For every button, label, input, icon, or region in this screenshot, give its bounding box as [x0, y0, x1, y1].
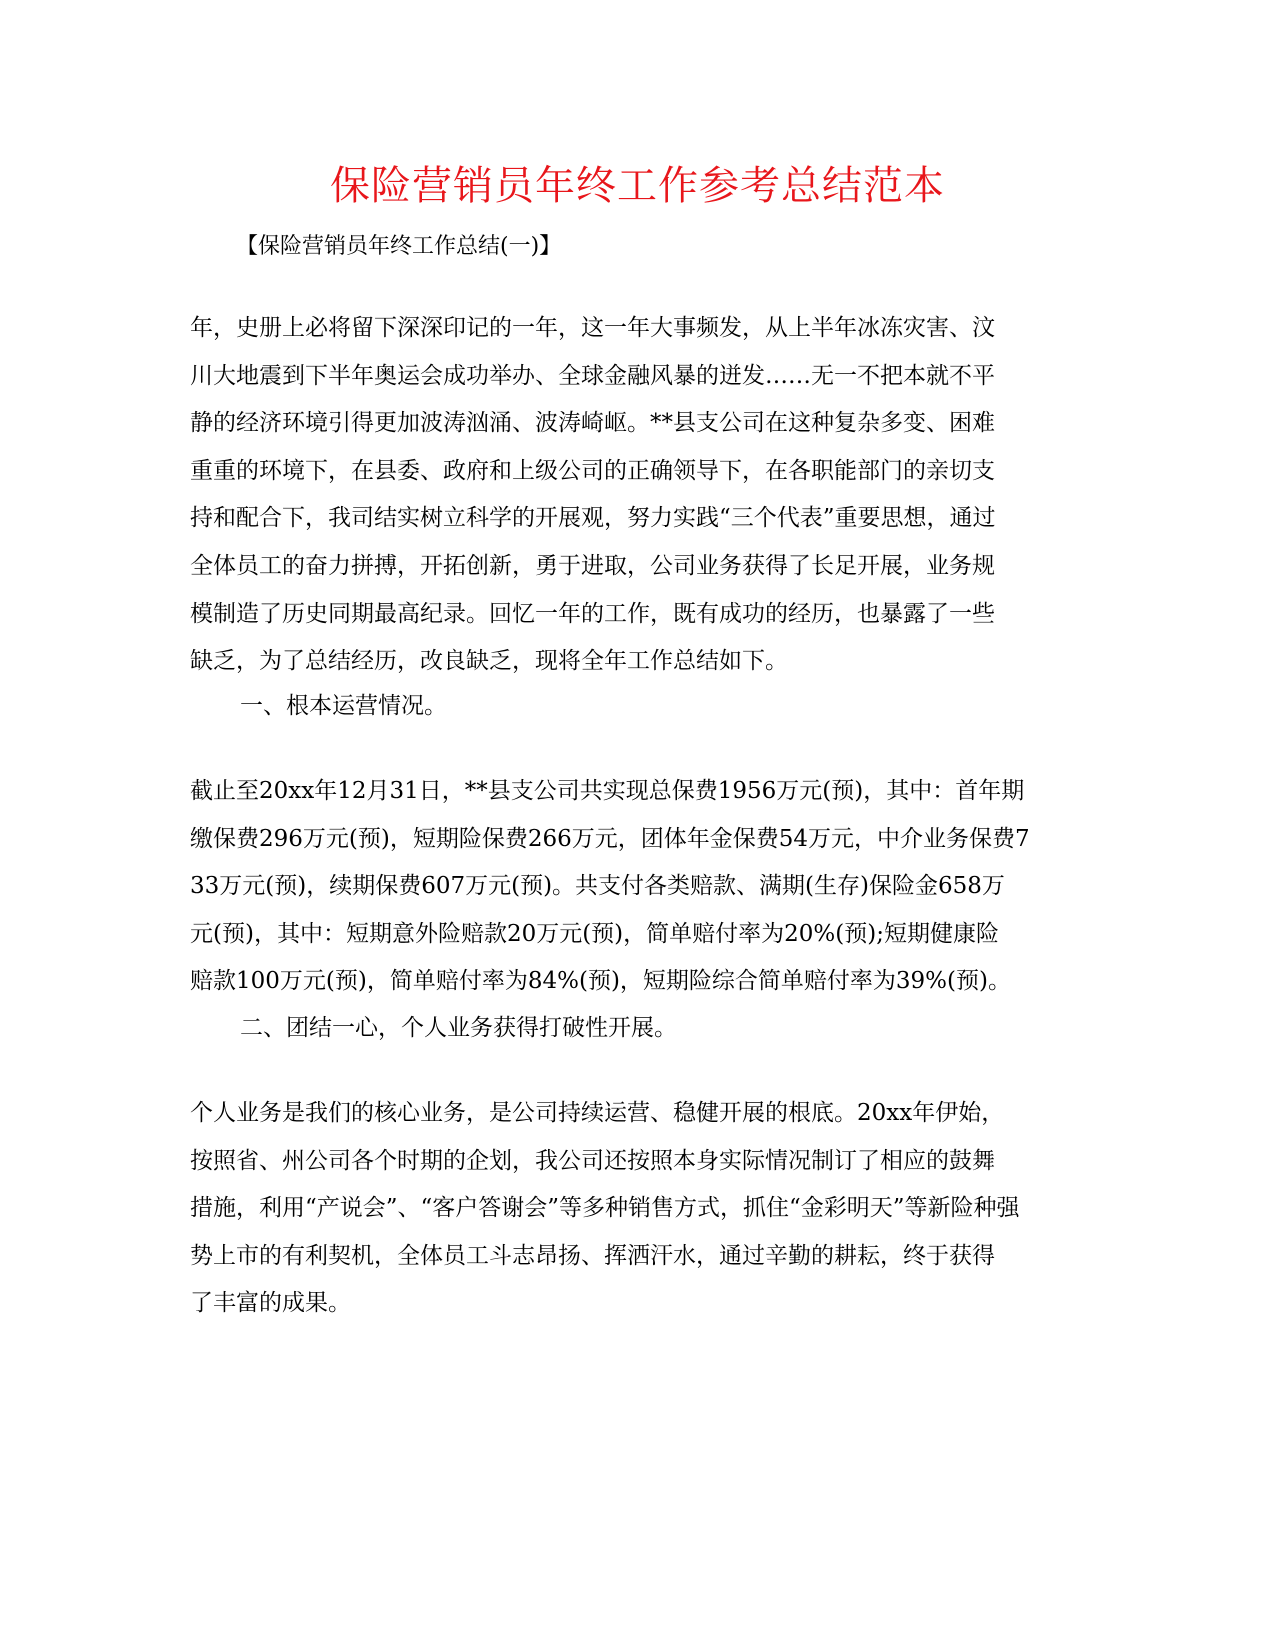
- paragraph-line: 了丰富的成果。: [190, 1290, 351, 1317]
- paragraph-line: 静的经济环境引得更加波涛汹涌、波涛崎岖。**县支公司在这种复杂多变、困难: [190, 410, 995, 437]
- paragraph-line: 个人业务是我们的核心业务，是公司持续运营、稳健开展的根底。20xx年伊始，: [190, 1100, 1005, 1126]
- section-heading-1: 一、根本运营情况。: [240, 693, 447, 719]
- paragraph-line: 川大地震到下半年奥运会成功举办、全球金融风暴的迸发……无一不把本就不平: [190, 362, 995, 389]
- paragraph-line: 措施，利用“产说会”、“客户答谢会”等多种销售方式，抓住“金彩明天”等新险种强: [190, 1195, 1020, 1222]
- section-subtitle: 【保险营销员年终工作总结(一)】: [236, 234, 562, 259]
- paragraph-line: 全体员工的奋力拼搏，开拓创新，勇于进取，公司业务获得了长足开展，业务规: [190, 552, 995, 579]
- paragraph-line: 持和配合下，我司结实树立科学的开展观，努力实践“三个代表”重要思想，通过: [190, 505, 996, 532]
- paragraph-line: 赔款100万元(预)，简单赔付率为84%(预)，短期险综合简单赔付率为39%(预)。: [190, 968, 1011, 995]
- paragraph-personal-business: [190, 1090, 1070, 1328]
- paragraph-line: 缺乏，为了总结经历，改良缺乏，现将全年工作总结如下。: [190, 648, 788, 675]
- paragraph-line: 按照省、州公司各个时期的企划，我公司还按照本身实际情况制订了相应的鼓舞: [190, 1147, 995, 1174]
- paragraph-line: 截止至20xx年12月31日，**县支公司共实现总保费1956万元(预)，其中：首年期: [190, 778, 1025, 804]
- paragraph-line: 缴保费296万元(预)，短期险保费266万元，团体年金保费54万元，中介业务保费7: [190, 825, 1030, 852]
- paragraph-line: 重重的环境下，在县委、政府和上级公司的正确领导下，在各职能部门的亲切支: [190, 457, 995, 484]
- paragraph-line: 年，史册上必将留下深深印记的一年，这一年大事频发，从上半年冰冻灾害、汶: [190, 315, 995, 341]
- paragraph-operations: [190, 768, 1070, 1006]
- paragraph-line: 33万元(预)，续期保费607万元(预)。共支付各类赔款、满期(生存)保险金658万: [190, 873, 1005, 900]
- paragraph-line: 势上市的有利契机，全体员工斗志昂扬、挥洒汗水，通过辛勤的耕耘，终于获得: [190, 1242, 995, 1269]
- paragraph-line: 元(预)，其中：短期意外险赔款20万元(预)，简单赔付率为20%(预);短期健康险: [190, 920, 999, 947]
- paragraph-line: 模制造了历史同期最高纪录。回忆一年的工作，既有成功的经历，也暴露了一些: [190, 600, 995, 627]
- paragraph-intro: [190, 305, 1070, 686]
- section-heading-2: 二、团结一心，个人业务获得打破性开展。: [240, 1015, 677, 1041]
- document-title: 保险营销员年终工作参考总结范本: [330, 163, 945, 209]
